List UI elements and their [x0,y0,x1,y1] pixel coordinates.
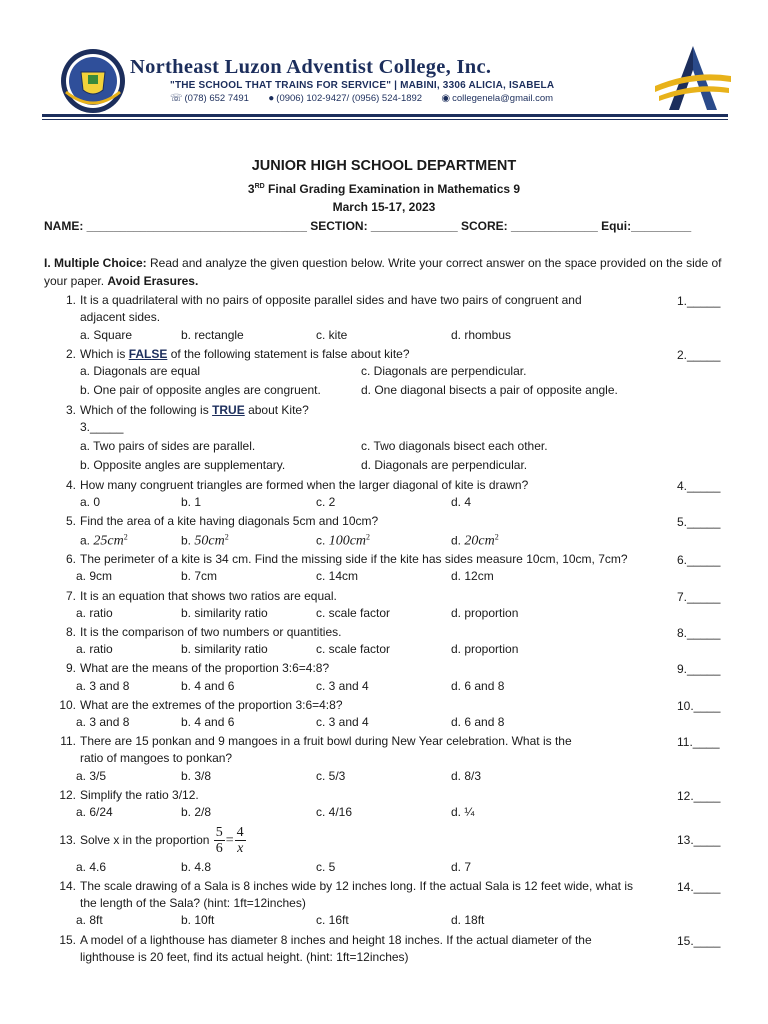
question-1-line2: adjacent sides. [80,310,161,324]
question-10: 10. What are the extremes of the proportion 3:6=4:8? [59,698,343,712]
question-15-line2: lighthouse is 20 feet, find its actual height. (hint: 1ft=12inches) [80,950,409,964]
choice-8c: c. scale factor [316,642,391,656]
choice-10c: c. 3 and 4 [316,715,369,729]
answer-blank-12: 12.____ [677,789,721,803]
contact-line [170,93,553,104]
answer-blank-3: 3._____ [80,420,124,434]
choice-14d: d. 18ft [451,913,485,927]
question-12: 12. Simplify the ratio 3/12. [59,788,199,802]
answer-blank-14: 14.____ [677,880,721,894]
email-address: collegenela@gmail.com [452,93,554,104]
choice-10a: a. 3 and 8 [76,715,130,729]
answer-blank-8: 8._____ [677,626,721,640]
phone-number: (078) 652 7491 [184,93,249,104]
choice-3c: c. Two diagonals bisect each other. [361,439,548,453]
answer-blank-6: 6._____ [677,553,721,567]
choice-5b: b. $50cm^2$ [181,532,229,549]
choice-9c: c. 3 and 4 [316,679,369,693]
choice-6b: b. 7cm [181,569,218,583]
header-rule [42,114,728,117]
choice-13c: c. 5 [316,860,336,874]
choice-12b: b. 2/8 [181,805,212,819]
choice-4a: a. 0 [80,495,101,509]
answer-blank-15: 15.____ [677,934,721,948]
choice-9d: d. 6 and 8 [451,679,505,693]
choice-7a: a. ratio [76,606,113,620]
choice-6c: c. 14cm [316,569,359,583]
answer-blank-5: 5._____ [677,515,721,529]
choice-2a: a. Diagonals are equal [80,364,201,378]
choice-5d: d. $20cm^2$ [451,532,499,549]
fraction-right: $\frac{4}{x}$ [236,825,244,857]
choice-13b: b. 4.8 [181,860,212,874]
choice-5a: a. $25cm^2$ [80,532,128,549]
answer-blank-9: 9._____ [677,662,721,676]
choice-7c: c. scale factor [316,606,391,620]
fraction-left: $\frac{5}{6}$ [215,825,223,857]
student-info-fields: NAME: _________________________________ SECTION: _____________ SCORE: _____________ Equi:_________ [44,219,692,233]
choice-11c: c. 5/3 [316,769,346,783]
choice-14a: a. 8ft [76,913,103,927]
choice-12c: c. 4/16 [316,805,353,819]
choice-1a: a. Square [80,328,133,342]
choice-12a: a. 6/24 [76,805,113,819]
choice-9b: b. 4 and 6 [181,679,235,693]
answer-blank-11: 11.____ [677,735,720,749]
choice-8b: b. similarity ratio [181,642,268,656]
choice-6d: d. 12cm [451,569,494,583]
choice-13a: a. 4.6 [76,860,107,874]
nelac-a-logo-icon [655,46,731,114]
letterhead [0,40,768,125]
choice-4c: c. 2 [316,495,336,509]
school-seal-icon [60,48,126,114]
question-11-line2: ratio of mangoes to ponkan? [80,751,233,765]
choice-1b: b. rectangle [181,328,244,342]
choice-10d: d. 6 and 8 [451,715,505,729]
instructions: I. Multiple Choice: Read and analyze the given question below. Write your correct answer on the space provided on the side of your paper. Avoid Erasures. [44,256,722,288]
choice-14c: c. 16ft [316,913,349,927]
mobile-number: (0906) 102-9427/ (0956) 524-1892 [276,93,423,104]
choice-2c: c. Diagonals are perpendicular. [361,364,527,378]
choice-9a: a. 3 and 8 [76,679,130,693]
question-13: 13. Solve x in the proportion $\frac{5}{6}$ = $\frac{4}{x}$ [59,825,244,857]
college-motto: "THE SCHOOL THAT TRAINS FOR SERVICE" | MABINI, 3306 ALICIA, ISABELA [170,80,555,91]
question-11: 11. There are 15 ponkan and 9 mangoes in a fruit bowl during New Year celebration. What is the [60,734,572,748]
exam-title: 3RD Final Grading Examination in Mathematics 9 [247,182,521,196]
choice-3d: d. Diagonals are perpendicular. [361,458,528,472]
question-3: 3. Which of the following is TRUE about Kite? [65,403,309,417]
choice-3b: b. Opposite angles are supplementary. [80,458,286,472]
question-4: 4. How many congruent triangles are formed when the larger diagonal of kite is drawn? [65,478,529,492]
choice-1c: c. kite [316,328,348,342]
choice-13d: d. 7 [451,860,472,874]
question-14-line2: the length of the Sala? (hint: 1ft=12inches) [80,896,306,910]
choice-12d: d. ¼ [451,805,475,819]
answer-blank-4: 4._____ [677,479,721,493]
question-7: 7. It is an equation that shows two ratios are equal. [65,589,337,603]
college-name: Northeast Luzon Adventist College, Inc. [130,56,492,78]
answer-blank-2: 2._____ [677,348,721,362]
choice-6a: a. 9cm [76,569,113,583]
choice-11b: b. 3/8 [181,769,212,783]
choice-2d: d. One diagonal bisects a pair of opposite angle. [361,383,618,397]
choice-7d: d. proportion [451,606,519,620]
exam-date: March 15-17, 2023 [332,200,436,214]
choice-8a: a. ratio [76,642,113,656]
question-14: 14. The scale drawing of a Sala is 8 inches wide by 12 inches long. If the actual Sala is 12 feet wide, what is [59,879,633,893]
choice-11d: d. 8/3 [451,769,482,783]
answer-blank-1: 1._____ [677,294,721,308]
choice-8d: d. proportion [451,642,519,656]
choice-4d: d. 4 [451,495,472,509]
question-1: 1. It is a quadrilateral with no pairs of opposite parallel sides and have two pairs of congruent and [65,293,582,307]
department-title: JUNIOR HIGH SCHOOL DEPARTMENT [251,158,517,174]
question-8: 8. It is the comparison of two numbers or quantities. [65,625,342,639]
header-rule-thin [42,119,728,120]
choice-2b: b. One pair of opposite angles are congruent. [80,383,321,397]
answer-blank-10: 10.____ [677,699,721,713]
answer-blank-7: 7._____ [677,590,721,604]
choice-10b: b. 4 and 6 [181,715,235,729]
question-2: 2. Which is FALSE of the following statement is false about kite? [65,347,410,361]
question-5: 5. Find the area of a kite having diagonals 5cm and 10cm? [65,514,379,528]
question-15: 15. A model of a lighthouse has diameter 8 inches and height 18 inches. If the actual diameter of the [59,933,592,947]
choice-11a: a. 3/5 [76,769,107,783]
question-9: 9. What are the means of the proportion 3:6=4:8? [65,661,330,675]
choice-4b: b. 1 [181,495,202,509]
answer-blank-13: 13.____ [677,833,721,847]
question-6: 6. The perimeter of a kite is 34 cm. Find the missing side if the kite has sides measure 10cm, 10cm, 7cm? [65,552,628,566]
mobile-icon: ● [268,93,275,104]
choice-14b: b. 10ft [181,913,215,927]
email-icon: ◉ [441,93,451,104]
choice-7b: b. similarity ratio [181,606,268,620]
phone-icon: ☏ [170,93,183,104]
choice-1d: d. rhombus [451,328,512,342]
choice-3a: a. Two pairs of sides are parallel. [80,439,256,453]
choice-5c: c. $100cm^2$ [316,532,371,549]
